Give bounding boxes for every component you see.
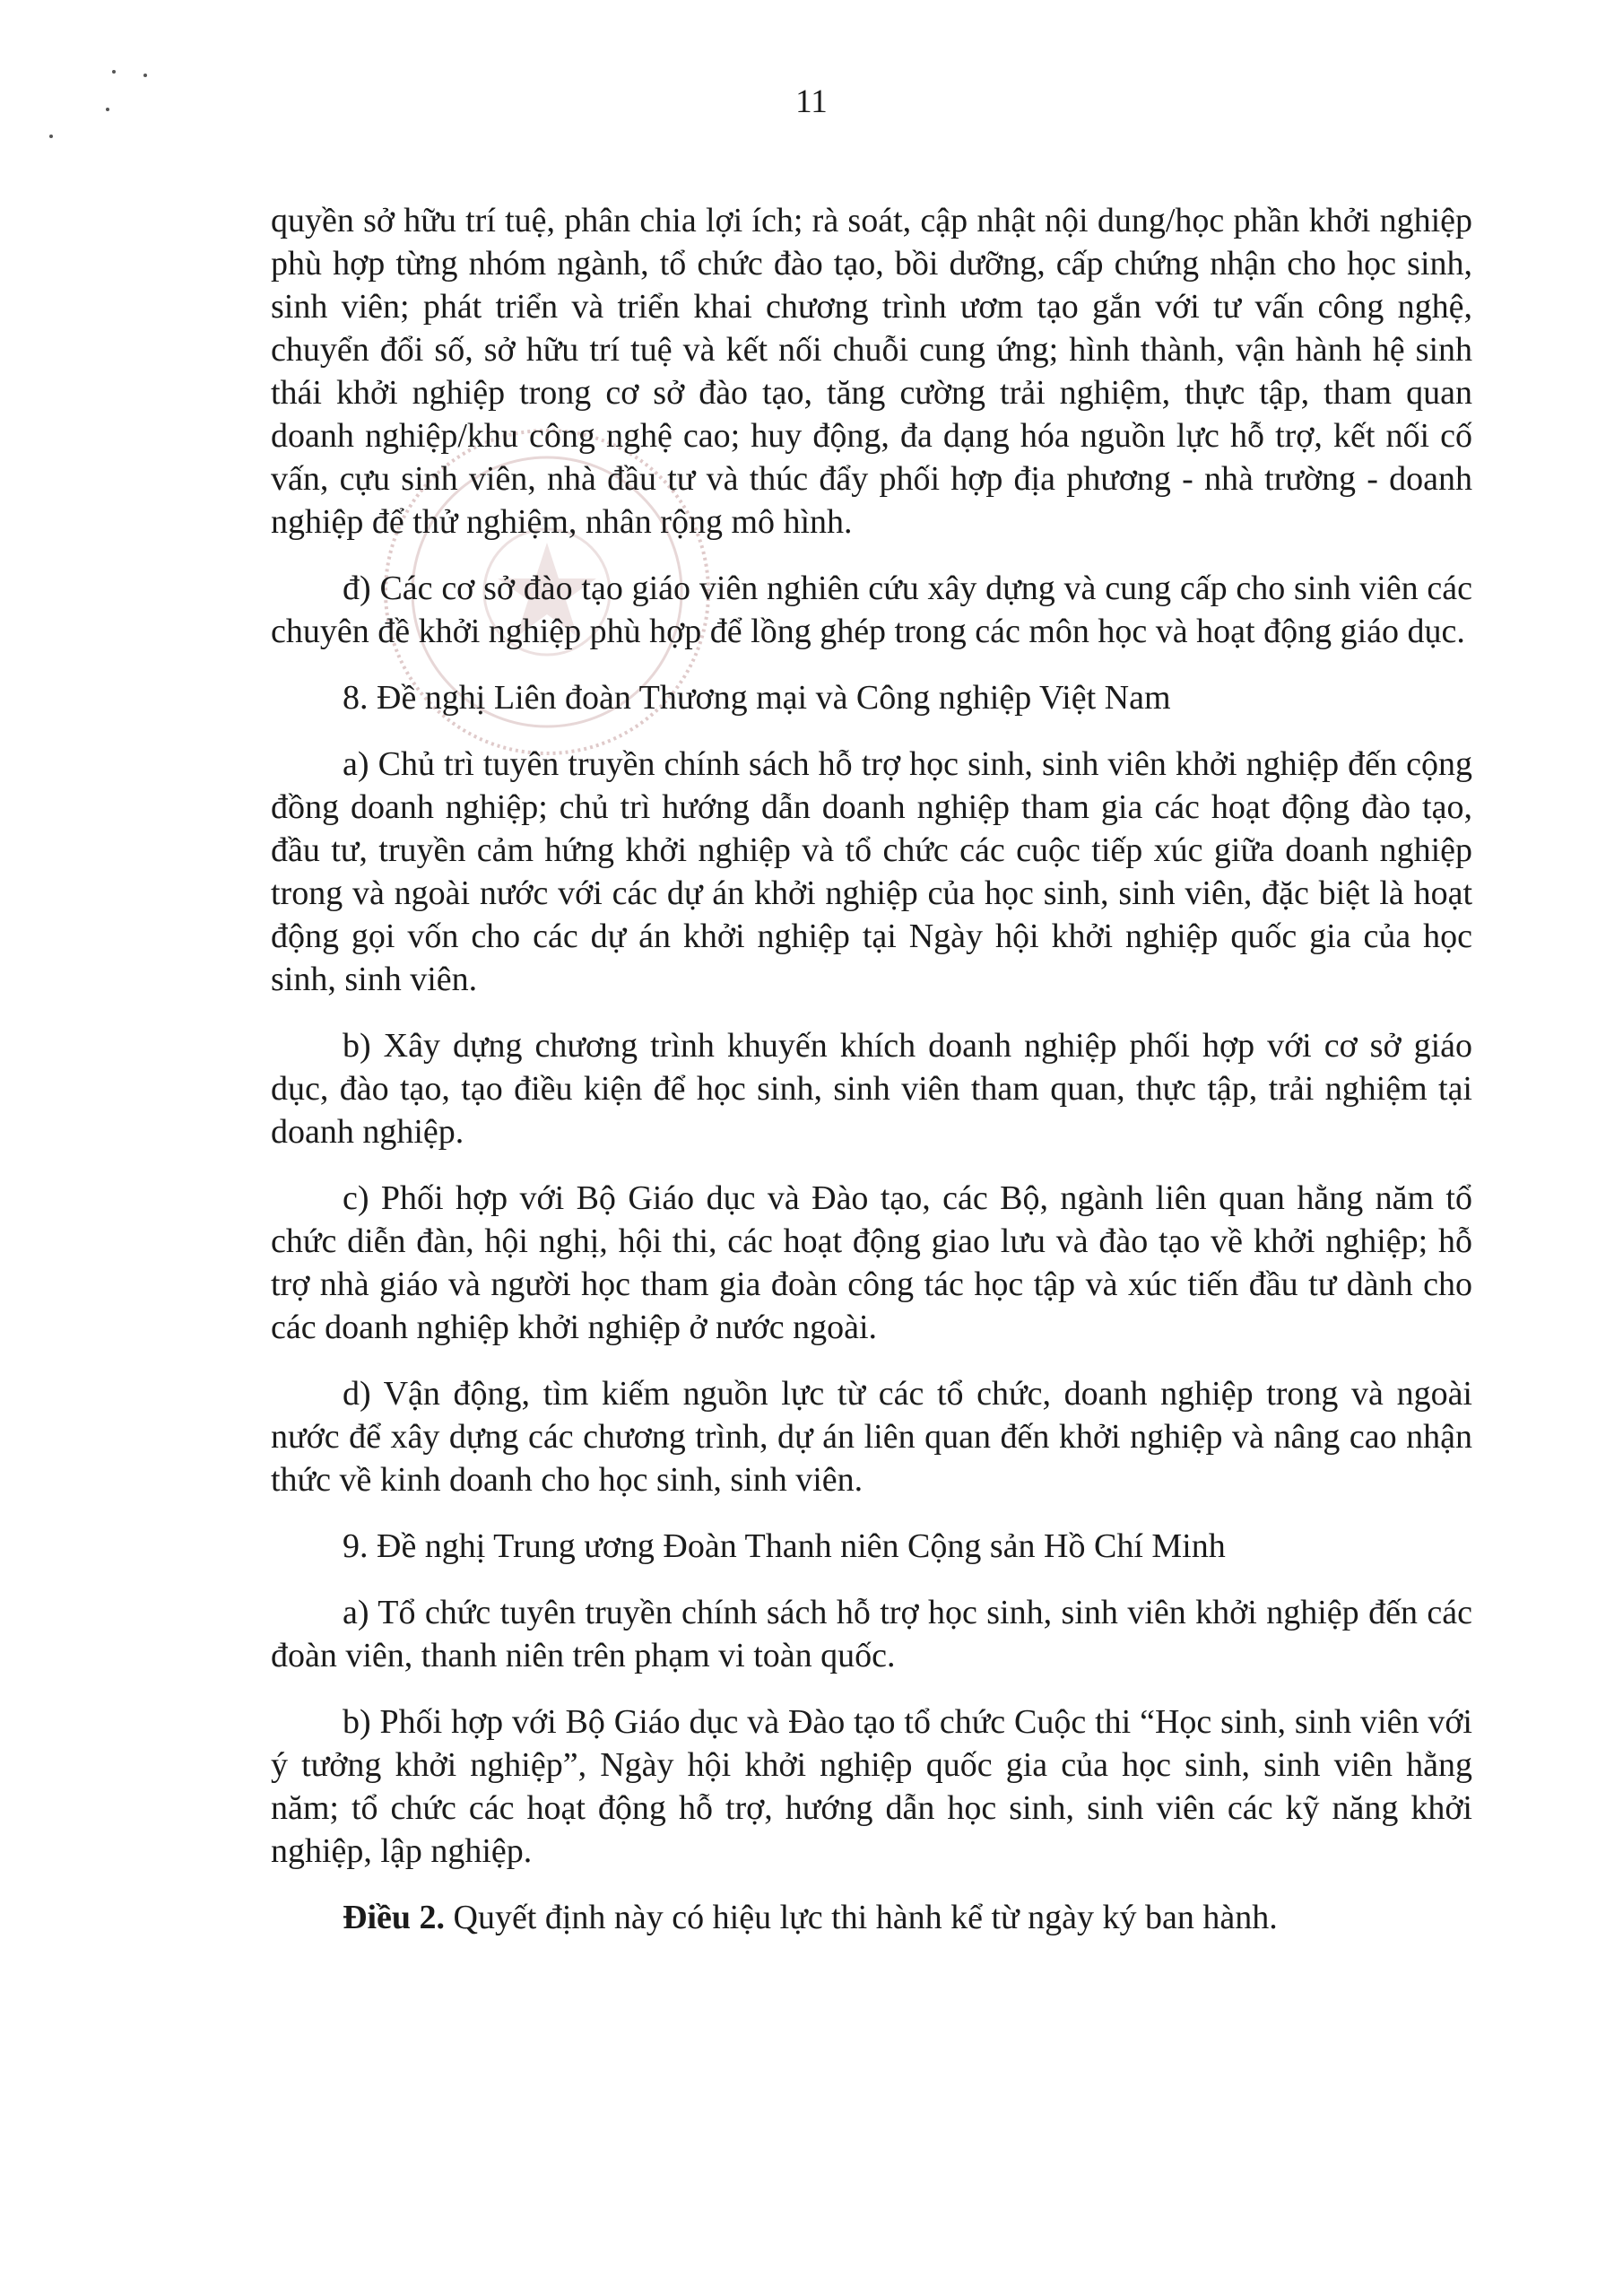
paragraph-item-dd: đ) Các cơ sở đào tạo giáo viên nghiên cứu xây dựng và cung cấp cho sinh viên các chuyên đề khởi nghiệp phù hợp để lồng ghép trong các môn học và hoạt động giáo dục. <box>271 570 1472 650</box>
section-heading-9: 9. Đề nghị Trung ương Đoàn Thanh niên Cộng sản Hồ Chí Minh <box>343 1527 1226 1565</box>
scan-speck <box>112 70 116 74</box>
paragraph-8a: a) Chủ trì tuyên truyền chính sách hỗ trợ học sinh, sinh viên khởi nghiệp đến cộng đồng doanh nghiệp; chủ trì hướng dẫn doanh nghiệp tham gia các hoạt động đào tạo, đầu tư, truyền cảm hứng khởi nghiệp và tổ chức các cuộc tiếp xúc giữa doanh nghiệp trong và ngoài nước với các dự án khởi nghiệp của học sinh, sinh viên, đặc biệt là hoạt động gọi vốn cho các dự án khởi nghiệp tại Ngày hội khởi nghiệp quốc gia của học sinh, sinh viên. <box>271 745 1472 998</box>
paragraph-9b: b) Phối hợp với Bộ Giáo dục và Đào tạo tổ chức Cuộc thi “Học sinh, sinh viên với ý tưởng khởi nghiệp”, Ngày hội khởi nghiệp quốc gia của học sinh, sinh viên hằng năm; tổ chức các hoạt động hỗ trợ, hướng dẫn học sinh, sinh viên các kỹ năng khởi nghiệp, lập nghiệp. <box>271 1703 1472 1870</box>
paragraph-9a: a) Tổ chức tuyên truyền chính sách hỗ trợ học sinh, sinh viên khởi nghiệp đến các đoàn viên, thanh niên trên phạm vi toàn quốc. <box>271 1594 1472 1674</box>
page-number: 11 <box>795 83 828 120</box>
scan-speck <box>143 74 147 77</box>
article-2 <box>271 1896 1472 1939</box>
article-2-text: Quyết định này có hiệu lực thi hành kể từ ngày ký ban hành. <box>445 1899 1278 1936</box>
paragraph-8b: b) Xây dựng chương trình khuyến khích doanh nghiệp phối hợp với cơ sở giáo dục, đào tạo, tạo điều kiện để học sinh, sinh viên tham quan, thực tập, trải nghiệm tại doanh nghiệp. <box>271 1027 1472 1151</box>
paragraph-continuation: quyền sở hữu trí tuệ, phân chia lợi ích; rà soát, cập nhật nội dung/học phần khởi nghiệp phù hợp từng nhóm ngành, tổ chức đào tạo, bồi dưỡng, cấp chứng nhận cho học sinh, sinh viên; phát triển và triển khai chương trình ươm tạo gắn với tư vấn công nghệ, chuyển đổi số, sở hữu trí tuệ và kết nối chuỗi cung ứng; hình thành, vận hành hệ sinh thái khởi nghiệp trong cơ sở đào tạo, tăng cường trải nghiệm, thực tập, tham quan doanh nghiệp/khu công nghệ cao; huy động, đa dạng hóa nguồn lực hỗ trợ, kết nối cố vấn, cựu sinh viên, nhà đầu tư và thúc đẩy phối hợp địa phương - nhà trường - doanh nghiệp để thử nghiệm, nhân rộng mô hình. <box>271 202 1472 541</box>
scan-speck <box>49 135 53 138</box>
document-body <box>271 199 1472 1962</box>
section-heading-8: 8. Đề nghị Liên đoàn Thương mại và Công nghiệp Việt Nam <box>343 679 1171 717</box>
paragraph-8d: d) Vận động, tìm kiếm nguồn lực từ các tổ chức, doanh nghiệp trong và ngoài nước để xây dựng các chương trình, dự án liên quan đến khởi nghiệp và nâng cao nhận thức về kinh doanh cho học sinh, sinh viên. <box>271 1375 1472 1499</box>
article-2-label: Điều 2. <box>343 1899 445 1936</box>
paragraph-8c: c) Phối hợp với Bộ Giáo dục và Đào tạo, các Bộ, ngành liên quan hằng năm tổ chức diễn đàn, hội nghị, hội thi, các hoạt động giao lưu và đào tạo về khởi nghiệp; hỗ trợ nhà giáo và người học tham gia đoàn công tác học tập và xúc tiến đầu tư dành cho các doanh nghiệp khởi nghiệp ở nước ngoài. <box>271 1179 1472 1346</box>
